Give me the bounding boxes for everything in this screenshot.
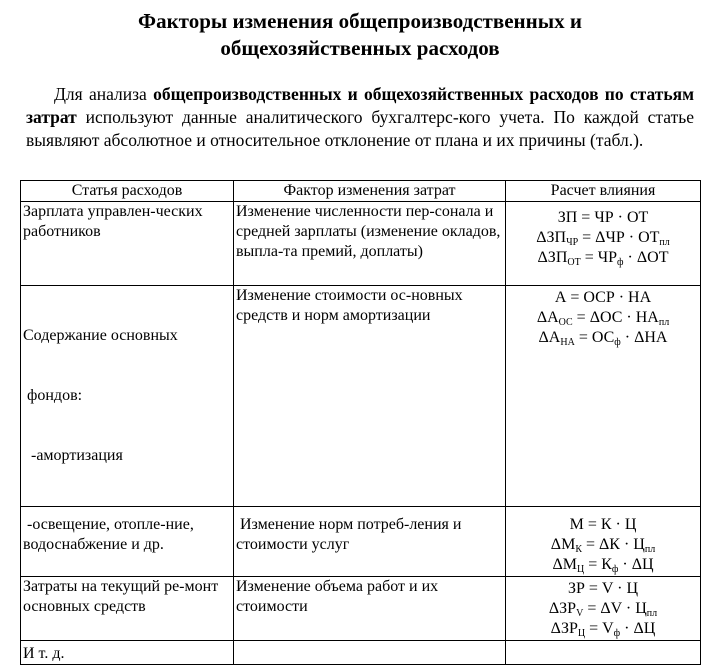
factor-cell: Изменение объема работ и их стоимости	[234, 577, 506, 641]
formula-line: $\Delta ЗП_{ЧР} = \Delta ЧР \cdot ОТ_{пл}$	[536, 229, 670, 248]
factor-cell: Изменение численности пер-сонала и средней зарплаты (изменение окладов, выпла-та премий, доплаты)	[234, 202, 506, 286]
header-calc: Расчет влияния	[506, 181, 701, 202]
header-factor: Фактор изменения затрат	[234, 181, 506, 202]
page-title	[0, 8, 720, 62]
intro-paragraph	[26, 83, 694, 152]
factor-cell: Изменение норм потреб-ления и стоимости услуг	[234, 507, 506, 577]
formula-line: $\Delta ЗР_Ц = V_ф \cdot \Delta Ц$	[550, 620, 656, 639]
table-row	[21, 286, 701, 507]
calc-cell	[506, 577, 701, 641]
formula-line: ЗР = V · Ц	[567, 580, 639, 597]
factor-cell: Изменение стоимости ос-новных средств и норм амортизации	[234, 286, 506, 507]
calc-cell	[506, 507, 701, 577]
intro-text-1: Для анализа	[54, 84, 154, 104]
formula-line: $\Delta ЗР_V = \Delta V \cdot Ц_{пл}$	[548, 600, 658, 619]
item-cell: Зарплата управлен-ческих работников	[21, 202, 234, 286]
intro-text-2: используют данные аналитического бухгалтерс-кого учета. По каждой статье выявляют абсолютное и относительное отклонение от плана и их причины (табл.).	[26, 107, 694, 150]
formula-line: М = К · Ц	[569, 516, 637, 533]
calc-cell	[506, 286, 701, 507]
table-row	[21, 202, 701, 286]
item-cell: -освещение, отопле-ние, водоснабжение и др.	[21, 507, 234, 577]
table-row	[21, 577, 701, 641]
item-cell: Затраты на текущий ре-монт основных средств	[21, 577, 234, 641]
factors-table	[20, 180, 701, 665]
calc-cell	[506, 641, 701, 665]
formula-line: $\Delta М_К = \Delta К \cdot Ц_{пл}$	[550, 536, 656, 555]
formula-line: $\Delta ЗП_{ОТ} = ЧР_ф \cdot \Delta ОТ$	[537, 249, 669, 268]
table-header-row	[21, 181, 701, 202]
formula-line: $\Delta А_{НА} = ОС_ф \cdot \Delta НА$	[538, 329, 668, 348]
table-row	[21, 507, 701, 577]
title-line-1: Факторы изменения общепроизводственных и	[138, 9, 582, 33]
formula-line: ЗП = ЧР · ОТ	[557, 209, 649, 226]
formula-line: $\Delta А_{ОС} = \Delta ОС \cdot НА_{пл}$	[536, 309, 670, 328]
header-item: Статья расходов	[21, 181, 234, 202]
calc-cell	[506, 202, 701, 286]
table-row	[21, 641, 701, 665]
item-cell: И т. д.	[21, 641, 234, 665]
factor-cell	[234, 641, 506, 665]
title-line-2: общехозяйственных расходов	[220, 36, 500, 60]
formula-line: А = ОСР · НА	[554, 289, 652, 306]
intro-bold-text: общепроизводственных и общехозяйственных расходов по статьям затрат	[26, 84, 694, 127]
formula-line: $\Delta М_Ц = К_ф \cdot \Delta Ц$	[552, 556, 654, 575]
item-cell: Содержание основных фондов: -амортизация	[21, 286, 234, 507]
